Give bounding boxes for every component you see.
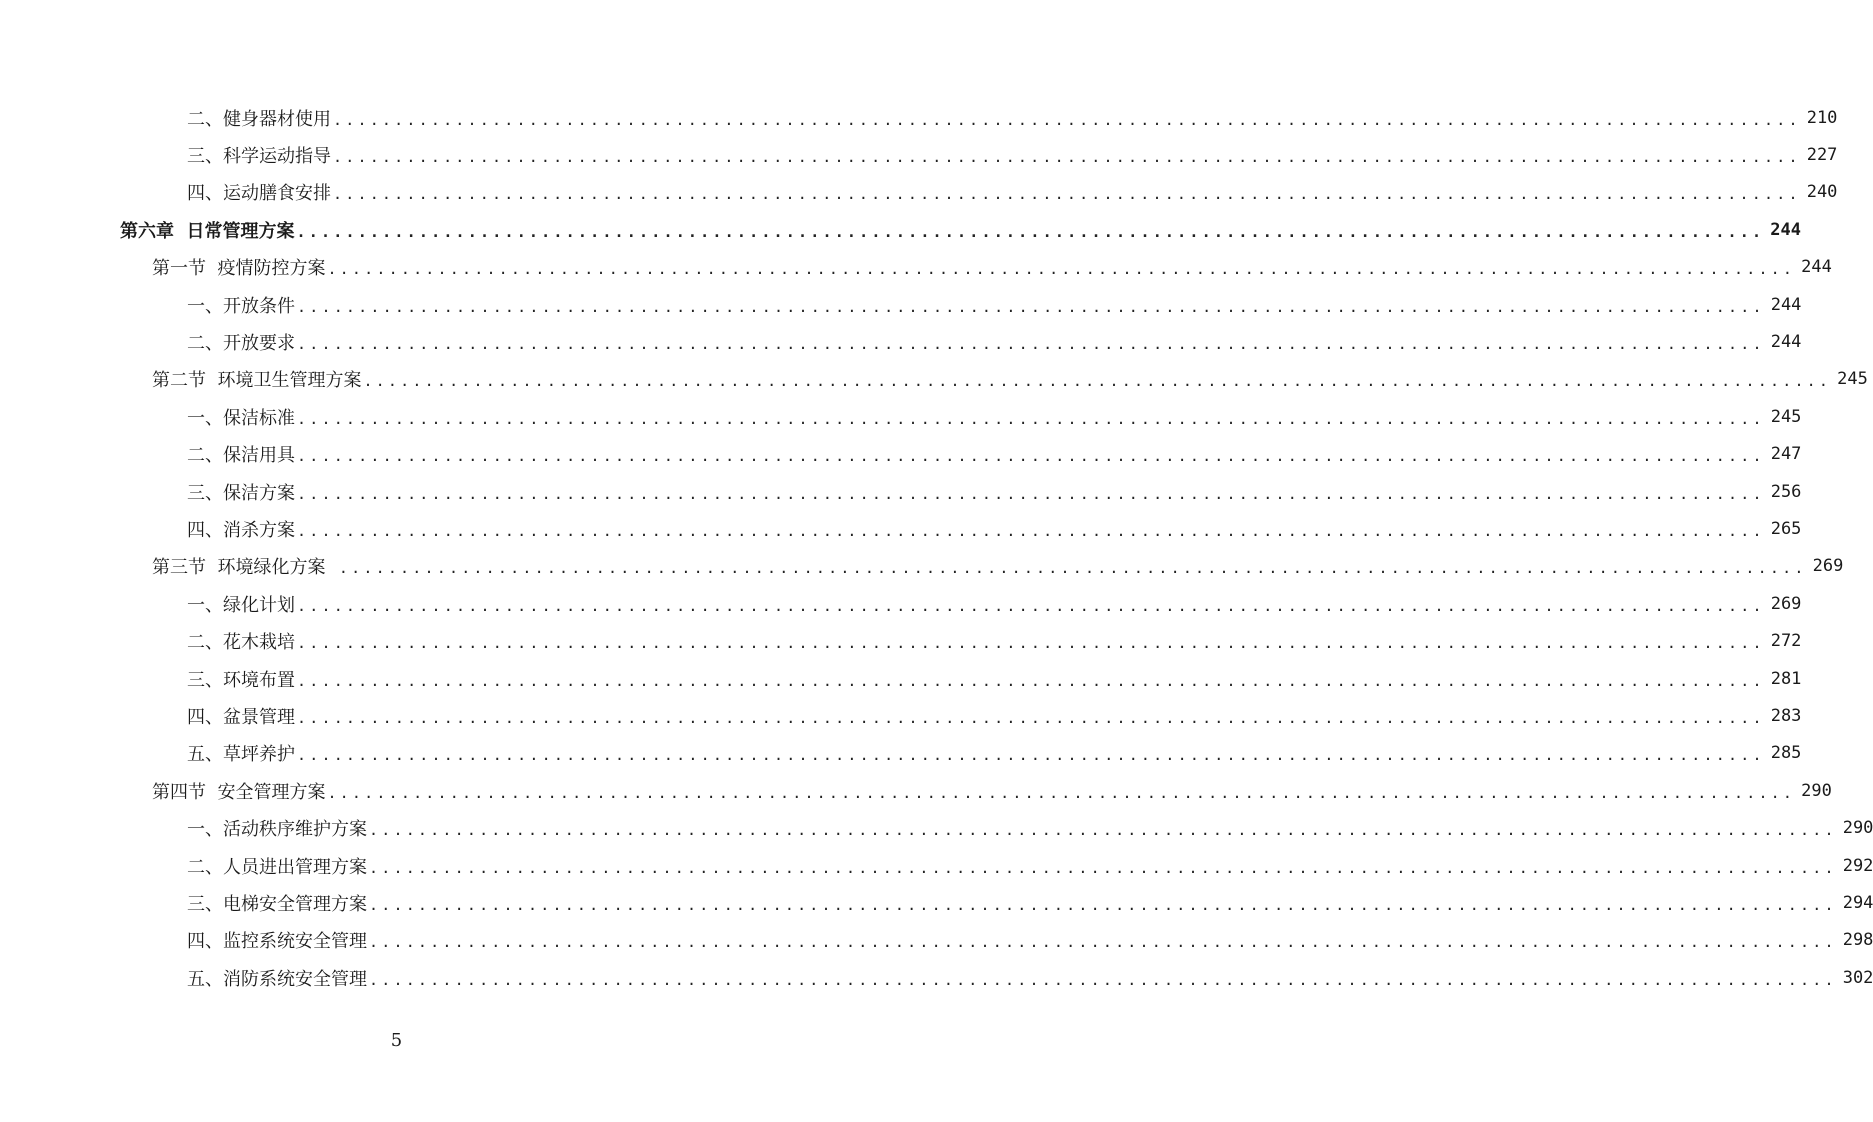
toc-entry-title: 三、环境布置 [187,669,295,691]
page-number: 5 [390,1030,403,1051]
toc-entry-title: 二、健身器材使用 [187,108,331,130]
dot-leader: ........................................................................................................................ [297,671,1765,690]
dot-leader: ........................................................................................................................ [369,933,1837,952]
toc-entry-title: 二、花木栽培 [187,632,295,654]
dot-leader: ........................................................................................................................ [338,559,1807,578]
toc-item-row[interactable] [0,660,1802,697]
toc-item-row[interactable] [0,174,1838,211]
toc-entry-page: 227 [1806,145,1838,166]
toc-entry-page: 292 [1842,855,1873,876]
toc-entry-page: 269 [1812,556,1844,577]
toc-entry-page: 245 [1837,369,1868,390]
toc-entry-title: 第六章 日常管理方案 [120,220,295,242]
toc-entry-title: 二、开放要求 [187,333,295,355]
toc-item-row[interactable] [0,286,1802,323]
toc-section-row[interactable] [0,548,1844,585]
dot-leader: ........................................................................................................................ [297,484,1765,503]
toc-section-row[interactable] [0,361,1868,398]
toc-entry-title: 一、活动秩序维护方案 [187,819,367,841]
toc-item-row[interactable] [0,99,1838,136]
toc-entry-title: 二、保洁用具 [187,445,295,467]
toc-entry-title: 三、科学运动指导 [187,146,331,168]
toc-entry-title: 一、绿化计划 [187,594,295,616]
dot-leader: ........................................................................................................................ [369,821,1837,840]
toc-entry-page: 294 [1842,892,1873,913]
dot-leader: ........................................................................................................................ [333,148,1801,167]
toc-item-row[interactable] [0,622,1802,659]
toc-entry-page: 298 [1842,930,1873,951]
toc-entry-title: 一、保洁标准 [187,407,295,429]
toc-entry-page: 240 [1806,182,1838,203]
toc-entry-title: 四、消杀方案 [187,519,295,541]
toc-item-row[interactable] [0,697,1802,734]
toc-item-row[interactable] [0,136,1838,173]
toc-chapter-row[interactable] [0,211,1801,248]
toc-entry-title: 二、人员进出管理方案 [187,856,367,878]
dot-leader: ........................................................................................................................ [327,260,1796,279]
toc-entry-page: 265 [1770,518,1802,539]
toc-entry-title: 四、监控系统安全管理 [187,931,367,953]
dot-leader: ........................................................................................................................ [369,970,1837,989]
toc-entry-page: 285 [1770,743,1802,764]
toc-entry-title: 五、草坪养护 [187,744,295,766]
toc-entry-page: 290 [1842,818,1873,839]
toc-item-row[interactable] [0,922,1873,959]
table-of-contents [0,99,1873,996]
toc-item-row[interactable] [0,585,1802,622]
toc-item-row[interactable] [0,735,1802,772]
toc-entry-page: 244 [1770,219,1801,240]
toc-entry-page: 256 [1770,481,1802,502]
toc-item-row[interactable] [0,809,1873,846]
dot-leader: ........................................................................................................................ [297,447,1765,466]
dot-leader: ........................................................................................................................ [297,634,1765,653]
toc-item-row[interactable] [0,323,1802,360]
toc-entry-title: 一、开放条件 [187,295,295,317]
toc-entry-title: 第一节 疫情防控方案 [152,258,326,280]
dot-leader: ........................................................................................................................ [333,110,1801,129]
toc-item-row[interactable] [0,436,1802,473]
toc-entry-page: 244 [1770,294,1802,315]
toc-entry-title: 第三节 环境绿化方案 [152,557,337,579]
toc-entry-title: 三、保洁方案 [187,482,295,504]
toc-entry-page: 302 [1842,967,1873,988]
toc-entry-title: 五、消防系统安全管理 [187,968,367,990]
toc-entry-title: 四、盆景管理 [187,706,295,728]
toc-entry-page: 210 [1806,107,1838,128]
toc-entry-page: 283 [1770,705,1802,726]
toc-entry-title: 四、运动膳食安排 [187,183,331,205]
toc-entry-title: 第四节 安全管理方案 [152,781,326,803]
dot-leader: ........................................................................................................................ [296,222,1765,241]
toc-section-row[interactable] [0,772,1832,809]
dot-leader: ........................................................................................................................ [297,297,1765,316]
toc-entry-page: 290 [1801,780,1832,801]
toc-entry-page: 269 [1770,593,1802,614]
dot-leader: ........................................................................................................................ [297,335,1765,354]
toc-entry-title: 三、电梯安全管理方案 [187,893,367,915]
toc-entry-page: 244 [1770,332,1802,353]
toc-entry-page: 245 [1770,406,1802,427]
dot-leader: ........................................................................................................................ [297,746,1765,765]
toc-item-row[interactable] [0,884,1873,921]
toc-item-row[interactable] [0,847,1873,884]
toc-entry-title: 第二节 环境卫生管理方案 [152,370,362,392]
toc-section-row[interactable] [0,249,1832,286]
dot-leader: ........................................................................................................................ [369,895,1837,914]
dot-leader: ........................................................................................................................ [363,372,1832,391]
dot-leader: ........................................................................................................................ [297,708,1765,727]
dot-leader: ........................................................................................................................ [327,783,1796,802]
dot-leader: ........................................................................................................................ [369,858,1837,877]
dot-leader: ........................................................................................................................ [333,185,1801,204]
toc-entry-page: 244 [1801,257,1832,278]
toc-entry-page: 272 [1770,631,1802,652]
dot-leader: ........................................................................................................................ [297,596,1765,615]
toc-item-row[interactable] [0,959,1873,996]
dot-leader: ........................................................................................................................ [297,409,1765,428]
toc-item-row[interactable] [0,510,1802,547]
toc-item-row[interactable] [0,473,1802,510]
dot-leader: ........................................................................................................................ [297,521,1765,540]
toc-entry-page: 281 [1770,668,1802,689]
toc-entry-page: 247 [1770,444,1802,465]
toc-item-row[interactable] [0,398,1802,435]
